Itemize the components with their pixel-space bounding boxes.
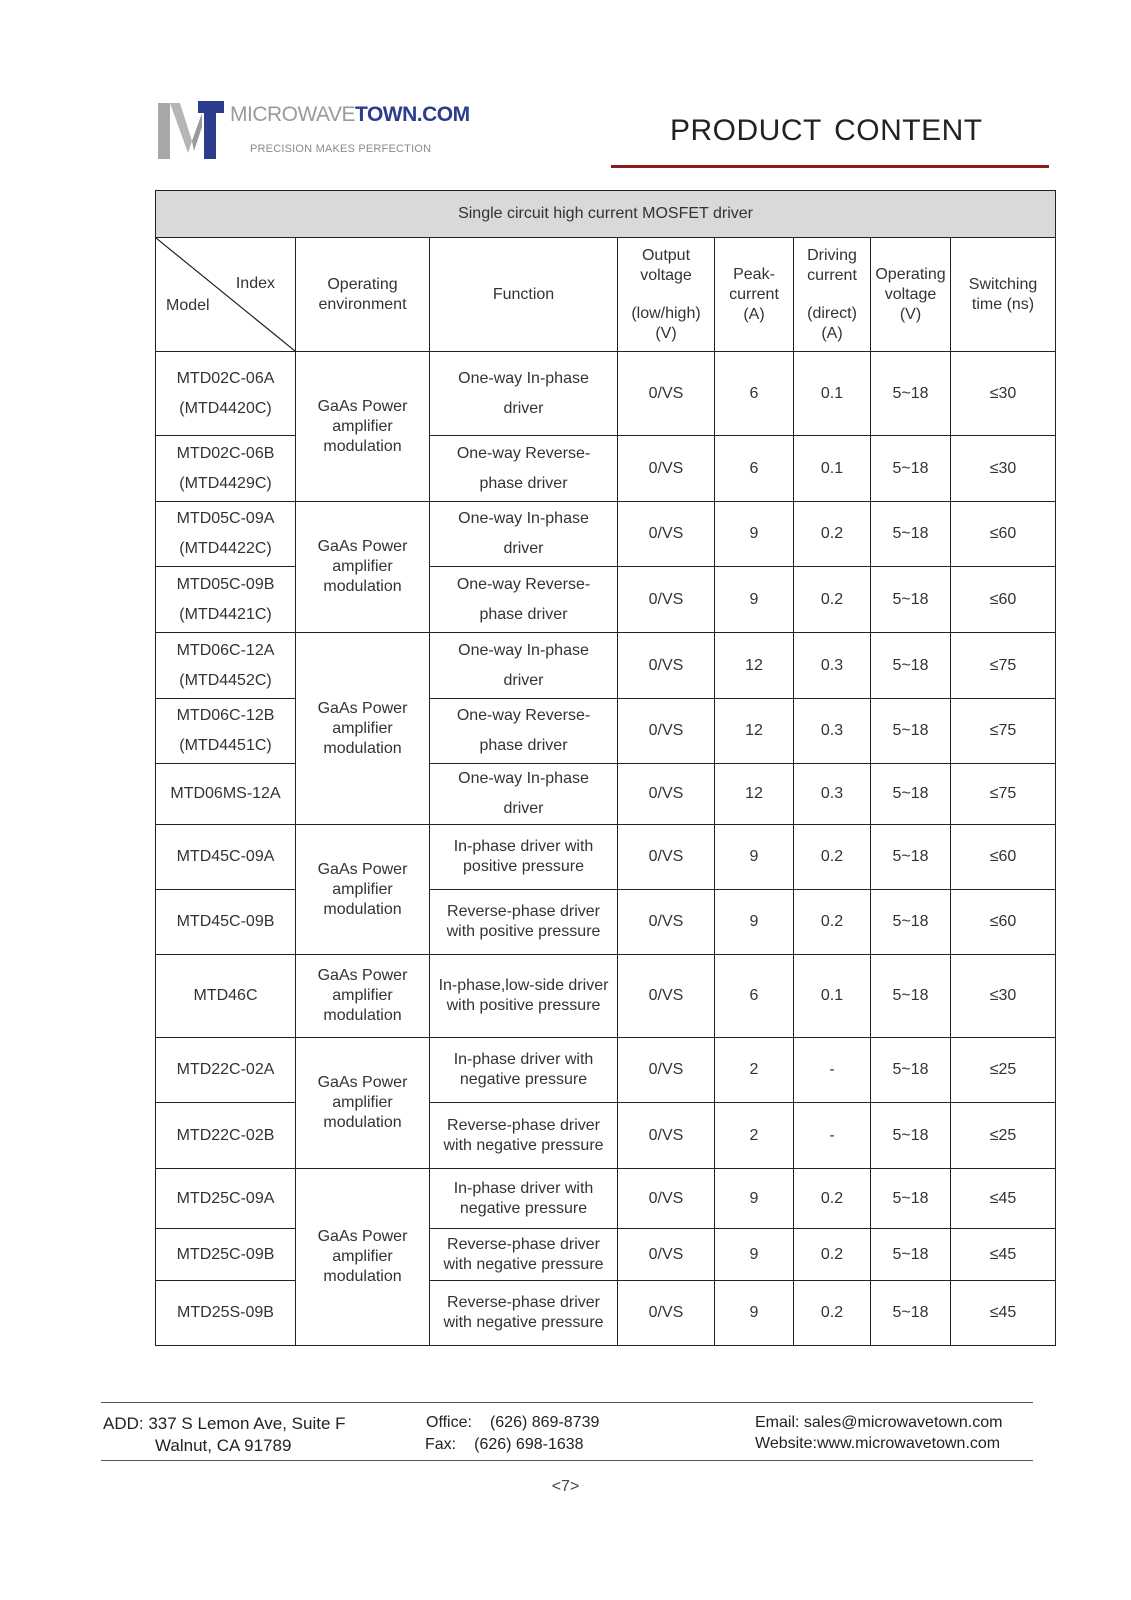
operating-voltage-cell: 5~18 bbox=[871, 1229, 951, 1281]
output-voltage-cell: 0/VS bbox=[618, 764, 715, 825]
peak-current-cell: 6 bbox=[715, 955, 794, 1038]
table-row bbox=[156, 352, 1056, 436]
model-cell bbox=[156, 890, 296, 955]
brand-tagline: PRECISION MAKES PERFECTION bbox=[250, 143, 432, 155]
output-voltage-cell: 0/VS bbox=[618, 1229, 715, 1281]
table-row bbox=[156, 825, 1056, 890]
col-header-switching-time: Switching time (ns) bbox=[951, 238, 1056, 352]
table-row bbox=[156, 699, 1056, 764]
footer-office bbox=[426, 1414, 599, 1432]
mt-logo-icon bbox=[158, 101, 226, 163]
model-name: MTD06C-12B bbox=[176, 707, 275, 724]
function-cell: In-phase driver with positive pressure bbox=[430, 825, 618, 890]
environment-cell: GaAs Power amplifier modulation bbox=[296, 502, 430, 633]
model-name: MTD46C bbox=[193, 987, 258, 1004]
function-cell: One-way In-phase driver bbox=[430, 633, 618, 699]
table-row bbox=[156, 633, 1056, 699]
model-cell bbox=[156, 436, 296, 502]
driving-current-cell: 0.2 bbox=[794, 890, 871, 955]
environment-cell: GaAs Power amplifier modulation bbox=[296, 633, 430, 825]
brand-logo bbox=[158, 101, 470, 163]
peak-current-cell: 12 bbox=[715, 764, 794, 825]
model-cell bbox=[156, 633, 296, 699]
driving-current-line3: (A) bbox=[821, 324, 843, 342]
model-name: MTD45C-09B bbox=[176, 913, 275, 930]
function-cell: One-way Reverse-phase driver bbox=[430, 567, 618, 633]
model-alias: (MTD4421C) bbox=[179, 605, 272, 623]
switching-time-cell: ≤60 bbox=[951, 825, 1056, 890]
switching-time-cell: ≤75 bbox=[951, 764, 1056, 825]
operating-voltage-cell: 5~18 bbox=[871, 764, 951, 825]
driving-current-cell: 0.2 bbox=[794, 1229, 871, 1281]
spec-table bbox=[155, 190, 1056, 1346]
model-alias: (MTD4451C) bbox=[179, 737, 272, 754]
switching-time-cell: ≤30 bbox=[951, 955, 1056, 1038]
model-cell bbox=[156, 825, 296, 890]
environment-cell: GaAs Power amplifier modulation bbox=[296, 825, 430, 955]
model-cell bbox=[156, 699, 296, 764]
table-body bbox=[156, 352, 1056, 1346]
model-cell bbox=[156, 352, 296, 436]
switching-time-cell: ≤25 bbox=[951, 1103, 1056, 1169]
function-cell: Reverse-phase driver with negative pressure bbox=[430, 1229, 618, 1281]
environment-cell: GaAs Power amplifier modulation bbox=[296, 955, 430, 1038]
table-row bbox=[156, 1281, 1056, 1346]
function-cell: In-phase driver with negative pressure bbox=[430, 1038, 618, 1103]
footer-address-line2: Walnut, CA 91789 bbox=[155, 1436, 292, 1455]
output-voltage-cell: 0/VS bbox=[618, 1103, 715, 1169]
peak-current-cell: 9 bbox=[715, 502, 794, 567]
switching-time-cell: ≤30 bbox=[951, 436, 1056, 502]
driving-current-cell: 0.2 bbox=[794, 1281, 871, 1346]
output-voltage-cell: 0/VS bbox=[618, 352, 715, 436]
operating-voltage-cell: 5~18 bbox=[871, 1038, 951, 1103]
table-row bbox=[156, 1229, 1056, 1281]
model-alias: (MTD4452C) bbox=[179, 671, 272, 689]
footer-website: Website:www.microwavetown.com bbox=[755, 1435, 1001, 1452]
switching-time-cell: ≤75 bbox=[951, 633, 1056, 699]
peak-current-cell: 12 bbox=[715, 699, 794, 764]
footer-bottom-rule bbox=[101, 1460, 1033, 1461]
table-header-row bbox=[156, 238, 1056, 352]
model-cell bbox=[156, 764, 296, 825]
corner-header bbox=[156, 238, 296, 352]
table-row bbox=[156, 955, 1056, 1038]
operating-voltage-cell: 5~18 bbox=[871, 502, 951, 567]
switching-time-cell: ≤60 bbox=[951, 890, 1056, 955]
table-row bbox=[156, 890, 1056, 955]
function-cell: Reverse-phase driver with negative pressure bbox=[430, 1281, 618, 1346]
table-row bbox=[156, 567, 1056, 633]
model-cell bbox=[156, 955, 296, 1038]
page-number: <7> bbox=[551, 1478, 580, 1495]
switching-time-cell: ≤30 bbox=[951, 352, 1056, 436]
switching-time-cell: ≤60 bbox=[951, 567, 1056, 633]
environment-cell: GaAs Power amplifier modulation bbox=[296, 1038, 430, 1169]
col-header-operating-voltage: Operating voltage (V) bbox=[871, 238, 951, 352]
function-cell: One-way In-phase driver bbox=[430, 502, 618, 567]
footer-fax-number: (626) 698-1638 bbox=[474, 1436, 584, 1453]
operating-voltage-cell: 5~18 bbox=[871, 352, 951, 436]
function-cell: In-phase driver with negative pressure bbox=[430, 1169, 618, 1229]
model-alias: (MTD4429C) bbox=[179, 474, 272, 492]
footer-address-line1: ADD: 337 S Lemon Ave, Suite F bbox=[103, 1414, 346, 1433]
driving-current-line2: (direct) bbox=[807, 304, 857, 322]
operating-voltage-cell: 5~18 bbox=[871, 436, 951, 502]
peak-current-cell: 6 bbox=[715, 352, 794, 436]
model-name: MTD25S-09B bbox=[177, 1304, 274, 1321]
footer-office-number: (626) 869-8739 bbox=[489, 1414, 600, 1431]
operating-voltage-cell: 5~18 bbox=[871, 1169, 951, 1229]
output-voltage-cell: 0/VS bbox=[618, 1169, 715, 1229]
switching-time-cell: ≤45 bbox=[951, 1169, 1056, 1229]
model-cell bbox=[156, 1169, 296, 1229]
function-cell: One-way Reverse-phase driver bbox=[430, 699, 618, 764]
output-voltage-line2: (low/high) bbox=[631, 304, 701, 322]
output-voltage-cell: 0/VS bbox=[618, 436, 715, 502]
peak-current-cell: 9 bbox=[715, 567, 794, 633]
model-alias: (MTD4422C) bbox=[179, 540, 272, 557]
model-cell bbox=[156, 1038, 296, 1103]
driving-current-line1: Driving current bbox=[807, 246, 857, 284]
driving-current-cell: 0.1 bbox=[794, 955, 871, 1038]
table-caption-row bbox=[156, 191, 1056, 238]
model-name: MTD02C-06A bbox=[176, 369, 275, 387]
diagonal-divider bbox=[156, 238, 295, 351]
driving-current-cell: 0.1 bbox=[794, 436, 871, 502]
model-name: MTD05C-09B bbox=[176, 575, 275, 593]
model-cell bbox=[156, 502, 296, 567]
model-name: MTD05C-09A bbox=[176, 510, 275, 527]
peak-current-cell: 2 bbox=[715, 1038, 794, 1103]
peak-current-cell: 9 bbox=[715, 1169, 794, 1229]
output-voltage-cell: 0/VS bbox=[618, 825, 715, 890]
peak-current-cell: 9 bbox=[715, 1229, 794, 1281]
table-row bbox=[156, 436, 1056, 502]
operating-voltage-cell: 5~18 bbox=[871, 633, 951, 699]
model-cell bbox=[156, 567, 296, 633]
switching-time-cell: ≤45 bbox=[951, 1229, 1056, 1281]
table-row bbox=[156, 1169, 1056, 1229]
output-voltage-cell: 0/VS bbox=[618, 955, 715, 1038]
table-row bbox=[156, 1038, 1056, 1103]
switching-time-cell: ≤60 bbox=[951, 502, 1056, 567]
switching-time-cell: ≤25 bbox=[951, 1038, 1056, 1103]
table-caption: Single circuit high current MOSFET driver bbox=[156, 191, 1056, 238]
footer-office-label: Office: bbox=[426, 1414, 472, 1431]
environment-cell: GaAs Power amplifier modulation bbox=[296, 352, 430, 502]
peak-current-cell: 9 bbox=[715, 825, 794, 890]
function-cell: Reverse-phase driver with positive pressure bbox=[430, 890, 618, 955]
peak-current-cell: 9 bbox=[715, 1281, 794, 1346]
operating-voltage-cell: 5~18 bbox=[871, 699, 951, 764]
title-underline bbox=[611, 165, 1049, 168]
model-name: MTD25C-09B bbox=[176, 1245, 275, 1263]
driving-current-cell: 0.2 bbox=[794, 502, 871, 567]
model-name: MTD06MS-12A bbox=[170, 785, 281, 802]
model-name: MTD02C-06B bbox=[176, 444, 275, 462]
operating-voltage-cell: 5~18 bbox=[871, 1103, 951, 1169]
model-alias: (MTD4420C) bbox=[179, 399, 272, 417]
model-name: MTD06C-12A bbox=[176, 641, 275, 659]
driving-current-cell: 0.3 bbox=[794, 699, 871, 764]
function-cell: In-phase,low-side driver with positive pressure bbox=[430, 955, 618, 1038]
driving-current-cell: 0.3 bbox=[794, 764, 871, 825]
peak-current-cell: 2 bbox=[715, 1103, 794, 1169]
driving-current-cell: - bbox=[794, 1103, 871, 1169]
driving-current-cell: 0.3 bbox=[794, 633, 871, 699]
driving-current-cell: 0.2 bbox=[794, 1169, 871, 1229]
brand-name: MICROWAVETOWN.COM bbox=[230, 103, 470, 126]
switching-time-cell: ≤75 bbox=[951, 699, 1056, 764]
driving-current-cell: - bbox=[794, 1038, 871, 1103]
col-header-peak-current: Peak-current (A) bbox=[715, 238, 794, 352]
operating-voltage-cell: 5~18 bbox=[871, 567, 951, 633]
model-name: MTD25C-09A bbox=[176, 1189, 275, 1207]
output-voltage-cell: 0/VS bbox=[618, 567, 715, 633]
model-cell bbox=[156, 1229, 296, 1281]
col-header-function: Function bbox=[430, 238, 618, 352]
function-cell: One-way In-phase driver bbox=[430, 352, 618, 436]
output-voltage-cell: 0/VS bbox=[618, 1038, 715, 1103]
output-voltage-cell: 0/VS bbox=[618, 633, 715, 699]
peak-current-cell: 12 bbox=[715, 633, 794, 699]
peak-current-cell: 6 bbox=[715, 436, 794, 502]
function-cell: One-way In-phase driver bbox=[430, 764, 618, 825]
corner-index-label: Index bbox=[235, 275, 275, 292]
driving-current-cell: 0.1 bbox=[794, 352, 871, 436]
corner-model-label: Model bbox=[166, 297, 210, 314]
model-name: MTD22C-02B bbox=[176, 1126, 275, 1144]
output-voltage-line3: (V) bbox=[655, 324, 677, 342]
operating-voltage-cell: 5~18 bbox=[871, 1281, 951, 1346]
operating-voltage-cell: 5~18 bbox=[871, 890, 951, 955]
table-row bbox=[156, 502, 1056, 567]
model-cell bbox=[156, 1281, 296, 1346]
function-cell: One-way Reverse-phase driver bbox=[430, 436, 618, 502]
switching-time-cell: ≤45 bbox=[951, 1281, 1056, 1346]
footer-fax bbox=[425, 1436, 584, 1454]
output-voltage-cell: 0/VS bbox=[618, 1281, 715, 1346]
output-voltage-cell: 0/VS bbox=[618, 699, 715, 764]
function-cell: Reverse-phase driver with negative pressure bbox=[430, 1103, 618, 1169]
footer-email: Email: sales@microwavetown.com bbox=[755, 1414, 1003, 1431]
model-name: MTD22C-02A bbox=[176, 1061, 275, 1078]
col-header-environment: Operating environment bbox=[296, 238, 430, 352]
page-title: PRODUCT CONTENT bbox=[670, 114, 983, 147]
model-name: MTD45C-09A bbox=[176, 848, 275, 865]
table-row bbox=[156, 1103, 1056, 1169]
peak-current-cell: 9 bbox=[715, 890, 794, 955]
operating-voltage-cell: 5~18 bbox=[871, 825, 951, 890]
driving-current-cell: 0.2 bbox=[794, 825, 871, 890]
model-cell bbox=[156, 1103, 296, 1169]
footer-fax-label: Fax: bbox=[425, 1436, 457, 1453]
driving-current-cell: 0.2 bbox=[794, 567, 871, 633]
output-voltage-cell: 0/VS bbox=[618, 890, 715, 955]
footer-top-rule bbox=[101, 1402, 1033, 1403]
output-voltage-line1: Output voltage bbox=[640, 246, 692, 284]
operating-voltage-cell: 5~18 bbox=[871, 955, 951, 1038]
output-voltage-cell: 0/VS bbox=[618, 502, 715, 567]
table-row bbox=[156, 764, 1056, 825]
col-header-output-voltage bbox=[618, 238, 715, 352]
col-header-driving-current bbox=[794, 238, 871, 352]
environment-cell: GaAs Power amplifier modulation bbox=[296, 1169, 430, 1346]
